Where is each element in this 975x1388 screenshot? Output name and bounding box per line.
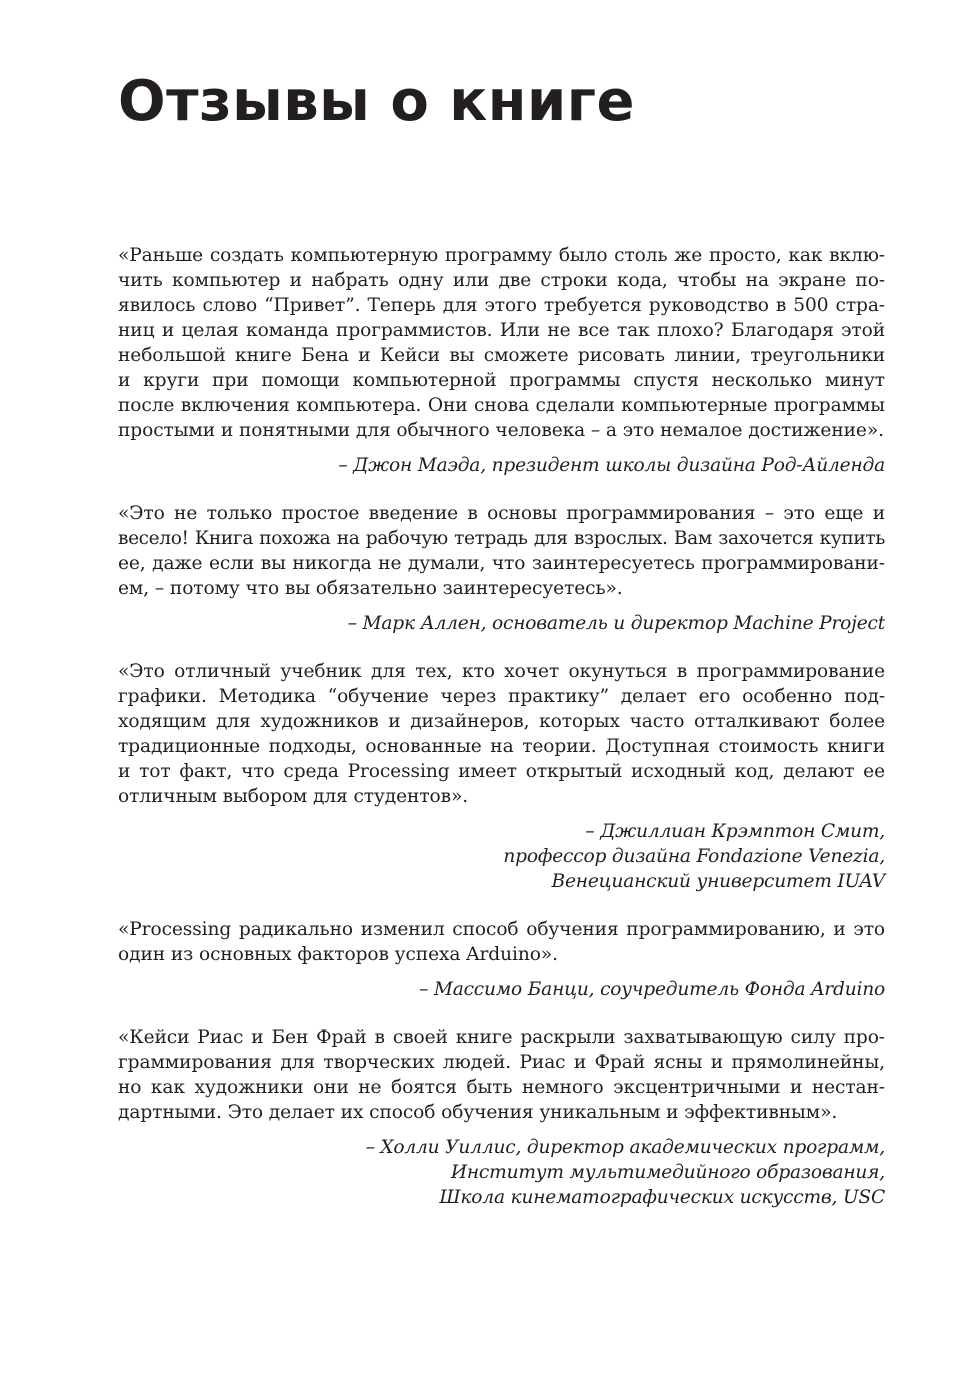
- attribution-line: – Холли Уиллис, директор академических программ,: [365, 1137, 885, 1158]
- quote-line: отличным выбором для студентов».: [118, 786, 469, 807]
- review-quote: [118, 243, 885, 443]
- review-attribution: [118, 453, 885, 478]
- attribution-line: – Джон Маэда, президент школы дизайна Род-Айленда: [338, 455, 885, 476]
- review-attribution: [118, 611, 885, 636]
- quote-line: «Processing радикально изменил способ обучения программированию, и это: [118, 919, 885, 940]
- quote-line: «Раньше создать компьютерную программу было столь же просто, как вклю-: [118, 245, 885, 266]
- page-title: Отзывы о книге: [118, 69, 635, 134]
- quote-line: графики. Методика “обучение через практику” делает его особенно под-: [118, 686, 885, 707]
- attribution-line: профессор дизайна Fondazione Venezia,: [503, 846, 885, 867]
- quote-line: «Это не только простое введение в основы программирования – это еще и: [118, 503, 885, 524]
- quote-line: ем, – потому что вы обязательно заинтересуетесь».: [118, 578, 623, 599]
- quote-line: один из основных факторов успеха Arduino».: [118, 944, 558, 965]
- review-5: [118, 1025, 885, 1210]
- quote-line: граммирования для творческих людей. Риас и Фрай ясны и прямолинейны,: [118, 1052, 885, 1073]
- quote-line: «Кейси Риас и Бен Фрай в своей книге раскрыли захватывающую силу про-: [118, 1027, 885, 1048]
- review-attribution: [118, 977, 885, 1002]
- attribution-line: – Массимо Банци, соучредитель Фонда Arduino: [419, 979, 885, 1000]
- quote-line: явилось слово “Привет”. Теперь для этого требуется руководство в 500 стра-: [118, 295, 885, 316]
- quote-line: традиционные подходы, основанные на теории. Доступная стоимость книги: [118, 736, 885, 757]
- quote-line: и круги при помощи компьютерной программы спустя несколько минут: [118, 370, 885, 391]
- quote-line: чить компьютер и набрать одну или две строки кода, чтобы на экране по-: [118, 270, 885, 291]
- review-quote: [118, 917, 885, 967]
- quote-line: «Это отличный учебник для тех, кто хочет окунуться в программирование: [118, 661, 885, 682]
- quote-line: и тот факт, что среда Processing имеет открытый исходный код, делают ее: [118, 761, 885, 782]
- quote-line: после включения компьютера. Они снова сделали компьютерные программы: [118, 395, 885, 416]
- quote-line: дартными. Это делает их способ обучения уникальным и эффективным».: [118, 1102, 838, 1123]
- attribution-line: – Джиллиан Крэмптон Смит,: [585, 821, 885, 842]
- quote-line: но как художники они не боятся быть немного эксцентричными и нестан-: [118, 1077, 885, 1098]
- attribution-line: Школа кинематографических искусств, USC: [439, 1187, 885, 1208]
- review-quote: [118, 659, 885, 809]
- review-3: [118, 659, 885, 894]
- review-2: [118, 501, 885, 636]
- attribution-line: – Марк Аллен, основатель и директор Machine Project: [347, 613, 885, 634]
- review-quote: [118, 501, 885, 601]
- quote-line: весело! Книга похожа на рабочую тетрадь для взрослых. Вам захочется купить: [118, 528, 885, 549]
- quote-line: небольшой книге Бена и Кейси вы сможете рисовать линии, треугольники: [118, 345, 885, 366]
- quote-line: ее, даже если вы никогда не думали, что заинтересуетесь программировани-: [118, 553, 885, 574]
- reviews-list: [118, 243, 885, 1233]
- attribution-line: Венецианский университет IUAV: [551, 871, 885, 892]
- quote-line: простыми и понятными для обычного человека – а это немалое достижение».: [118, 420, 884, 441]
- review-1: [118, 243, 885, 478]
- review-4: [118, 917, 885, 1002]
- attribution-line: Институт мультимедийного образования,: [450, 1162, 885, 1183]
- quote-line: ходящим для художников и дизайнеров, которых часто отталкивают более: [118, 711, 885, 732]
- quote-line: ниц и целая команда программистов. Или не все так плохо? Благодаря этой: [118, 320, 885, 341]
- review-attribution: [118, 819, 885, 894]
- review-quote: [118, 1025, 885, 1125]
- review-attribution: [118, 1135, 885, 1210]
